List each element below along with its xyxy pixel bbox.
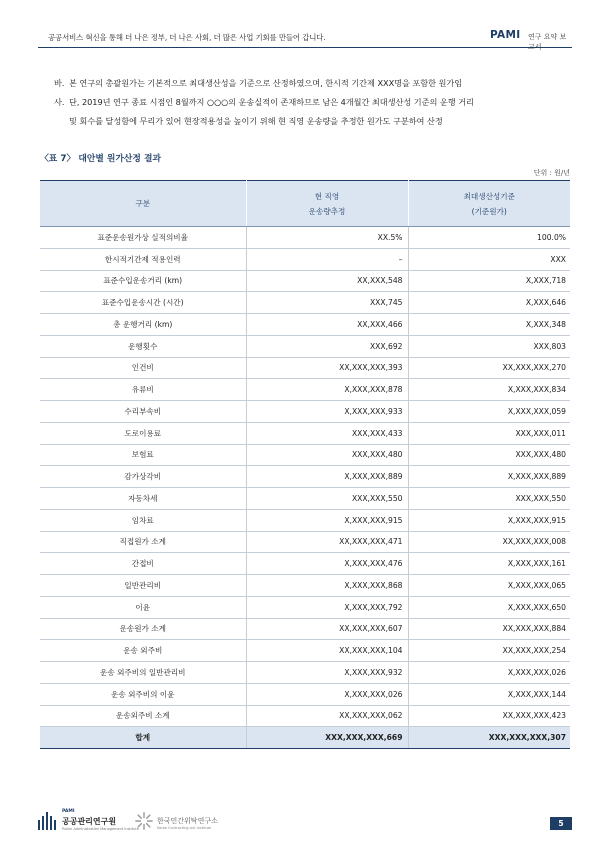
table-unit: 단위 : 원/년 [533,169,570,177]
value-current-direct: XXX,692 [246,335,408,357]
row-label: 운송 외주비의 일반관리비 [40,662,246,684]
value-current-direct: X,XXX,XXX,915 [246,509,408,531]
paragraph-text: 단, 2019년 연구 종료 시점인 8월까지 ○○○의 운송실적이 존재하므로 남은 4개월간 최대생산성 기준의 운행 거리 [69,97,474,107]
value-current-direct: XX.5% [246,227,408,249]
header-category: 구분 [40,181,246,227]
paragraph-sa [54,97,474,108]
paragraph-text: 및 회수를 달성함에 무리가 있어 현장적용성을 높이기 위해 현 직영 운송량을 추정한 원가도 구분하여 산정 [69,116,443,126]
total-max-productivity: XXX,XXX,XXX,307 [408,727,570,749]
row-label: 직접원가 소계 [40,531,246,553]
value-current-direct: XX,XXX,XXX,062 [246,705,408,727]
table-row [40,466,570,488]
value-max-productivity: X,XXX,XXX,026 [408,662,570,684]
paragraph-sa-continued [69,116,443,127]
value-current-direct: XX,XXX,XXX,104 [246,640,408,662]
table-row [40,705,570,727]
value-max-productivity: X,XXX,XXX,144 [408,683,570,705]
header-max-productivity [408,181,570,227]
footer-pami-small: PAMI [62,809,75,814]
value-max-productivity: XX,XXX,XXX,423 [408,705,570,727]
row-label: 간접비 [40,553,246,575]
value-current-direct: X,XXX,XXX,878 [246,379,408,401]
row-label: 표준운송원가상 실적의비율 [40,227,246,249]
kci-logo-icon [135,812,153,830]
value-max-productivity: XXX,803 [408,335,570,357]
table-row [40,314,570,336]
value-max-productivity: X,XXX,XXX,059 [408,401,570,423]
value-current-direct: XX,XXX,XXX,471 [246,531,408,553]
table-row [40,292,570,314]
row-label: 운송원가 소계 [40,618,246,640]
table-row [40,444,570,466]
table-row [40,575,570,597]
value-max-productivity: XXX,XXX,550 [408,488,570,510]
row-label: 일반관리비 [40,575,246,597]
value-current-direct: XX,XXX,XXX,607 [246,618,408,640]
value-max-productivity: XXX,XXX,011 [408,422,570,444]
table-caption: 〈표 7〉 대안별 원가산정 결과 [40,154,161,164]
row-label: 보험료 [40,444,246,466]
header-current-direct [246,181,408,227]
value-current-direct: XX,XXX,548 [246,270,408,292]
value-current-direct: X,XXX,XXX,889 [246,466,408,488]
value-max-productivity: XX,XXX,XXX,884 [408,618,570,640]
table-row [40,227,570,249]
value-current-direct: XXX,XXX,480 [246,444,408,466]
row-label: 인건비 [40,357,246,379]
value-max-productivity: XXX [408,248,570,270]
row-label: 운송외주비 소계 [40,705,246,727]
row-label: 총 운행거리 (km) [40,314,246,336]
value-max-productivity: XX,XXX,XXX,254 [408,640,570,662]
value-max-productivity: X,XXX,646 [408,292,570,314]
table-row [40,662,570,684]
header-line: 최대생산성기준 [463,191,515,201]
table-row [40,683,570,705]
table-row [40,618,570,640]
value-current-direct: X,XXX,XXX,026 [246,683,408,705]
value-current-direct: X,XXX,XXX,476 [246,553,408,575]
row-label: 임차료 [40,509,246,531]
row-label: 유류비 [40,379,246,401]
table-row [40,553,570,575]
table-row [40,401,570,423]
paragraph-text: 본 연구의 총괄원가는 기본적으로 최대생산성을 기준으로 산정하였으며, 한시적 기간제 XXX명을 포함한 원가임 [69,78,463,88]
value-max-productivity: X,XXX,XXX,834 [408,379,570,401]
value-current-direct: X,XXX,XXX,868 [246,575,408,597]
row-label: 자동차세 [40,488,246,510]
value-current-direct: XX,XXX,466 [246,314,408,336]
header-line: 현 직영 [314,191,340,201]
footer-institute-name: 공공관리연구원 [62,817,117,826]
paragraph-ba [54,78,462,89]
header-slogan: 공공서비스 혁신을 통해 더 나은 정부, 더 나은 사회, 더 많은 사업 기회를 만들어 갑니다. [48,33,326,42]
value-max-productivity: X,XXX,348 [408,314,570,336]
table-row [40,270,570,292]
table-row [40,509,570,531]
table-row [40,248,570,270]
table-row [40,488,570,510]
table-row [40,422,570,444]
value-current-direct: – [246,248,408,270]
header-doc-type: 연구 요약 보고서 [528,33,567,51]
paragraph-marker: 바. [54,78,65,88]
row-label: 운송 외주비의 이윤 [40,683,246,705]
row-label: 표준수입운송시간 (시간) [40,292,246,314]
row-label: 수리부속비 [40,401,246,423]
page-header [38,26,572,51]
value-current-direct: X,XXX,XXX,933 [246,401,408,423]
value-max-productivity: X,XXX,XXX,889 [408,466,570,488]
page-footer [38,806,572,836]
row-label: 감가상각비 [40,466,246,488]
paragraph-marker: 사. [54,97,65,107]
row-label: 표준수입운송거리 (km) [40,270,246,292]
footer-institute-name-en: Public Administration Management Institute [62,827,139,831]
header-line: 운송량추정 [308,206,346,216]
row-label: 한시적기간제 적용인력 [40,248,246,270]
row-label: 이윤 [40,596,246,618]
value-current-direct: XXX,745 [246,292,408,314]
footer-institute2-name: 한국민간위탁연구소 [157,817,218,825]
value-current-direct: XXX,XXX,550 [246,488,408,510]
value-max-productivity: X,XXX,XXX,065 [408,575,570,597]
table-row [40,379,570,401]
value-current-direct: XX,XXX,XXX,393 [246,357,408,379]
value-current-direct: X,XXX,XXX,932 [246,662,408,684]
row-label: 운송 외주비 [40,640,246,662]
pami-logo-icon [38,810,58,830]
total-current-direct: XXX,XXX,XXX,669 [246,727,408,749]
value-max-productivity: XXX,XXX,480 [408,444,570,466]
footer-institute2-name-en: Korea Contracting-out Institute [157,826,212,830]
value-max-productivity: 100.0% [408,227,570,249]
value-max-productivity: X,XXX,XXX,650 [408,596,570,618]
value-max-productivity: X,XXX,XXX,915 [408,509,570,531]
table-row [40,357,570,379]
table-header-row [40,181,570,227]
value-max-productivity: X,XXX,718 [408,270,570,292]
table-row [40,335,570,357]
total-label: 합계 [40,727,246,749]
value-max-productivity: XX,XXX,XXX,008 [408,531,570,553]
header-brand: PAMI [490,29,521,41]
value-current-direct: XXX,XXX,433 [246,422,408,444]
value-max-productivity: XX,XXX,XXX,270 [408,357,570,379]
value-current-direct: X,XXX,XXX,792 [246,596,408,618]
row-label: 도로이용료 [40,422,246,444]
value-max-productivity: X,XXX,XXX,161 [408,553,570,575]
header-line: (기준원가) [471,206,507,216]
row-label: 운행횟수 [40,335,246,357]
cost-table [40,180,570,749]
page-number: 5 [550,817,572,830]
table-row [40,640,570,662]
table-row [40,596,570,618]
table-total-row [40,727,570,749]
table-row [40,531,570,553]
